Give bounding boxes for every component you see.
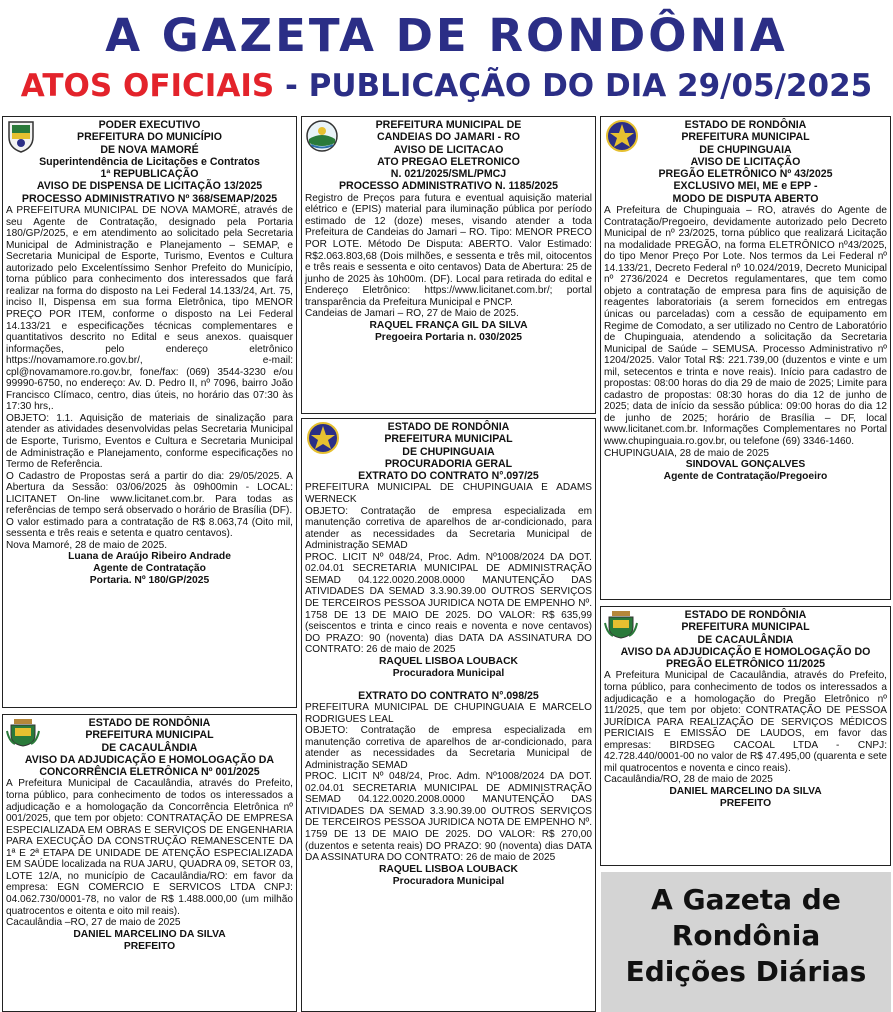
date-line: Candeias de Jamari – RO, 27 de Maio de 2025. [305, 308, 519, 320]
date-line: Cacaulândia/RO, 28 de maio de 2025 [604, 774, 773, 786]
publication-date-label: - PUBLICAÇÃO DO DIA 29/05/2025 [274, 68, 873, 104]
notice-chupinguaia-pregao [600, 116, 891, 600]
header-line: CANDEIAS DO JAMARI - RO [376, 131, 521, 144]
paragraph: OBJETO: 1.1. Aquisição de materiais de sinalização para atender as atividades desenvolvidas pelas Secretaria Municipal de Esporte, Turismo, Eventos e Cultura e Secretaria Municipal de Administração e Planejamento, conforme especificações no Termo de Referência. [6, 412, 293, 471]
date-line: Nova Mamoré, 28 de maio de 2025. [6, 539, 168, 551]
paragraph: PREFEITURA MUNICIPAL DE CHUPINGUAIA E MARCELO RODRIGUES LEAL [305, 701, 592, 725]
header-line: Superintendência de Licitações e Contratos [39, 155, 260, 168]
contract-title: EXTRATO DO CONTRATO N°.098/25 [358, 689, 539, 702]
masthead [0, 0, 893, 112]
header-line: PREFEITURA MUNICIPAL [681, 131, 810, 144]
header-line: PROCURADORIA GERAL [384, 457, 513, 470]
signatory-role: Agente de Contratação [93, 563, 206, 575]
header-line: ESTADO DE RONDÔNIA [684, 119, 807, 131]
paragraph: OBJETO: Contratação de empresa especializada em manutenção corretiva de aparelhos de ar-condicionado, para atender as necessidades da Secretaria Municipal de Administração SEMAD [305, 505, 592, 552]
signatory-name: RAQUEL LISBOA LOUBACK [378, 655, 518, 667]
header-line: PREGÃO ELETRÔNICO 11/2025 [666, 658, 825, 671]
signatory-role: Agente de Contratação/Pregoeiro [663, 471, 828, 483]
header-line: AVISO DA ADJUDICAÇÃO E HOMOLOGAÇÃO DA [24, 753, 275, 766]
header-line: N. 021/2025/SML/PMCJ [390, 168, 507, 181]
header-line: AVISO DE LICITACAO [393, 143, 504, 156]
header-line: AVISO DE LICITAÇÃO [690, 155, 801, 168]
header-line: PROCESSO ADMINISTRATIVO N. 1185/2025 [338, 180, 558, 193]
signatory-name: DANIEL MARCELINO DA SILVA [669, 785, 822, 797]
notice-cacaulandia-pregao [600, 606, 891, 866]
header-line: CONCORRÊNCIA ELETRÔNICA Nº 001/2025 [39, 766, 260, 779]
header-line: MODO DE DISPUTA ABERTO [672, 192, 819, 205]
signatory-name: SINDOVAL GONÇALVES [685, 459, 806, 471]
header-line: DE CACAULÂNDIA [697, 633, 794, 646]
promo-line: Rondônia [671, 919, 821, 952]
notice-candeias-jamari [301, 116, 596, 414]
paragraph: OBJETO: Contratação de empresa especializada em manutenção corretiva de aparelhos de ar-condicionado, para atender as necessidades da Secretaria Municipal de Administração SEMAD [305, 725, 592, 771]
header-line: DE CACAULÂNDIA [101, 741, 198, 754]
atos-oficiais-label: ATOS OFICIAIS [20, 68, 275, 104]
header-line: ATO PREGAO ELETRONICO [377, 155, 520, 168]
paragraph: A PREFEITURA MUNICIPAL DE NOVA MAMORÉ, através de seu Agente de Contratação, designado pela Portaria 180/GP/2025, e em atendimento ao solicitado pela Secretaria Municipal de Administração e Planejamento – SEMAP, e Secretaria Municipal de Esporte, Turismo, Eventos e Cultura autorizado pelo Excelentíssimo Senhor Prefeito do Município, torna público para conhecimento dos interessados que fará realizar na forma do disposto na Lei Federal 14.133/24, Art. 75, inciso II, Dispensa em sua forma Eletrônica, tipo MENOR PREÇO POR ITEM, conforme o disposto na Lei Federal 14.133/21 e especificações técnicas complementares e quantitativos descrito no Edital e seus anexos. quaisquer informações, pelo endereço eletrônico https://novamamore.ro.gov.br/, e-mail: cpl@novamamore.ro.gov.br, fone/fax: (069) 3544-3230 e/ou 99990-6750, no endereço: Av. D. Pedro II, nº 7096, bairro João Francisco Clímaco, centro, dias úteis, no horário das 07:30 às 17:30 hrs,. [6, 205, 293, 413]
header-line: PROCESSO ADMINISTRATIVO Nº 368/SEMAP/2025 [21, 192, 278, 205]
signatory-role: Procuradora Municipal [392, 875, 505, 887]
notice-cacaulandia-concorrencia [2, 714, 297, 1012]
header-line: EXTRATO DO CONTRATO N°.097/25 [358, 470, 539, 483]
header-line: ESTADO DE RONDÔNIA [684, 609, 807, 621]
paragraph: A Prefeitura Municipal de Cacaulândia, através do Prefeito, torna público, para conhecimento de todos os interessados a adjudicação e a homologação do Pregão Eletrônico nº 11/2025, que tem por objeto: CONTRATAÇÃO DE PESSOA JURÍDICA PARA REALIZAÇÃO DE SERVIÇOS MÉDICOS PERICIAIS E EMISSÃO DE LAUDOS, em favor das empresas: BIRDSEG CACOAL LTDA - CNPJ: 42.728.440/0001-00 no valor de R$ 47.495,00 (quarenta e sete mil quatrocentos e noventa e cinco reais). [604, 670, 887, 774]
paragraph: O valor estimado para a contratação de R$ 8.063,74 (Oito mil, sessenta e três reais e setenta e quatro centavos). [6, 516, 293, 540]
signatory-name: DANIEL MARCELINO DA SILVA [73, 928, 226, 940]
header-line: PREFEITURA DO MUNICÍPIO [77, 131, 222, 144]
signatory-name: Luana de Araújo Ribeiro Andrade [68, 551, 231, 563]
signatory-name: RAQUEL FRANÇA GIL DA SILVA [369, 319, 528, 331]
header-line: PREFEITURA MUNICIPAL [384, 433, 513, 446]
header-line: AVISO DA ADJUDICAÇÃO E HOMOLOGAÇÃO DO [620, 645, 871, 658]
signatory-role: PREFEITO [123, 940, 176, 952]
paragraph: O Cadastro de Propostas será a partir do dia: 29/05/2025. A Abertura da Sessão: 03/06/2025 às 09h00min - LOCAL: LICITANET On-line www.licitanet.com.br. Para todas as referências de tempo será observado o horário de Brasília (DF). [6, 470, 293, 517]
notice-chupinguaia-contratos [301, 418, 596, 1012]
newspaper-title: A GAZETA DE RONDÔNIA [105, 9, 788, 62]
gazeta-promo-box [601, 872, 891, 1012]
promo-line: Edições Diárias [625, 955, 867, 988]
date-line: CHUPINGUAIA, 28 de maio de 2025 [604, 447, 769, 459]
date-line: Cacaulândia –RO, 27 de maio de 2025 [6, 917, 181, 929]
header-line: PREFEITURA MUNICIPAL [681, 621, 810, 634]
header-line: AVISO DE DISPENSA DE LICITAÇÃO 13/2025 [36, 180, 263, 193]
header-line: PREGÃO ELETRÔNICO Nº 43/2025 [658, 168, 833, 181]
paragraph: PROC. LICIT Nº 048/24, Proc. Adm. Nº1008/2024 DA DOT. 02.04.01 SECRETARIA MUNICIPAL DE ADMINISTRAÇÃO SEMAD 04.122.0020.2008.0000 MANUTENÇÃO DAS ATIVIDADES DA SEMAD 3.3.90.39.00 OUTROS SERVIÇOS DE TERCEIROS PESSOA JURIDICA NOTA DE EMPENHO Nº. 1759 DE 13 DE MAIO DE 2025. DO VALOR: R$ 270,00 (duzentos e setenta reais) DO PRAZO: 90 (noventa) dias DATA DA ASSINATURA DO CONTRATO: 26 de maio de 2025 [305, 771, 592, 864]
paragraph: PREFEITURA MUNICIPAL DE CHUPINGUAIA E ADAMS WERNECK [305, 482, 592, 506]
paragraph: PROC. LICIT Nº 048/24, Proc. Adm. Nº1008/2024 DA DOT. 02.04.01 SECRETARIA MUNICIPAL DE ADMINISTRAÇÃO SEMAD 04.122.0020.2008.0000 MANUTENÇÃO DAS ATIVIDADES DA SEMAD 3.3.90.39.00 OUTROS SERVIÇOS DE TERCEIROS PESSOA JURIDICA NOTA DE EMPENHO Nº. 1758 DE 13 DE MAIO DE 2025. DO VALOR: R$ 635,99 (seiscentos e trinta e cinco reais e noventa e nove centavos) DO PRAZO: 90 (noventa) dias DATA DA ASSINATURA DO CONTRATO: 26 de maio de 2025 [305, 551, 592, 656]
signatory-role: PREFEITO [719, 797, 772, 809]
header-line: ESTADO DE RONDÔNIA [88, 717, 211, 729]
header-line: PREFEITURA MUNICIPAL DE [375, 119, 522, 131]
publication-subtitle [0, 66, 893, 106]
header-line: DE NOVA MAMORÉ [100, 143, 199, 156]
header-line: ESTADO DE RONDÔNIA [387, 421, 510, 433]
signatory-role: Procuradora Municipal [392, 667, 505, 679]
paragraph: A Prefeitura Municipal de Cacaulândia, através do Prefeito, torna público, para conhecimento de todos os interessados a adjudicação e a homologação da Concorrência Eletrônica nº 001/2025, que tem por objeto: CONTRATAÇÃO DE EMPRESA ESPECIALIZADA EM OBRAS E SERVIÇOS DE ENGENHARIA PARA EXECUÇÃO DA CONSTRUÇÃO REMANESCENTE DA 1ª E 2ª ETAPA DE UNIDADE DE ATENÇÃO ESPECIALIZADA EM SAÚDE localizada na RUA JARU, QUADRA 09, SETOR 03, LOTE 12/A, no município de Cacaulândia/RO: em favor da empresa: EGN COMERCIO E SERVICOS LTDA CNPJ: 04.062.730/0001-78, no valor de R$ 1.488.000,00 (um milhão quatrocentos e oitenta e oito mil reais). [6, 778, 293, 917]
notice-nova-mamore [2, 116, 297, 708]
header-line: PODER EXECUTIVO [98, 119, 201, 131]
header-line: EXCLUSIVO MEI, ME e EPP - [673, 180, 818, 193]
signatory-role: Pregoeira Portaria n. 030/2025 [374, 331, 523, 343]
paragraph: Registro de Preços para futura e eventual aquisição material elétrico e (EPIS) material para iluminação pública por período estimado de 12 (doze) meses, visando atender a toda Prefeitura de Candeias do Jamari – RO. Tipo: MENOR PRECO POR LOTE. Método De Disputa: ABERTO. Valor Estimado: R$2.063.803,68 (Dois milhões, e sessenta e três mil, oitocentos e três reais e sessenta e oito centavos) Data de Abertura: 25 de junho de 2025 às 10h00m. (DF). Local para retirada do edital e Endereço Eletrônico: https://www.licitanet.com.br/; portal transparência da Prefeitura Municipal e PNCP. [305, 192, 592, 308]
paragraph: A Prefeitura de Chupinguaia – RO, através do Agente de Contratação/Pregoeiro, devidamente autorizado pelo Decreto Municipal de nº 23/2025, torna público que realizará Licitação na modalidade PREGÃO, na forma ELETRÔNICO nº43/2025, do tipo Menor Preço Por Lote. Nos termos da Lei Federal nº 14.133/21, Decreto Federal nº 10.024/2019, Decreto Municipal nº 2736/2024 e Decretos regulamentares, que tem como objeto a contratação de empresa para fins de aquisição de reagentes laboratoriais (a serem fornecidos em entregas únicas ou parceladas) com a cessão de equipamento em Regime de Comodato, a ser utilizado no Centro de Laboratório de Chupinguaia, atendendo a solicitação da Secretaria Municipal de Saúde – SEMUSA. Processo Administrativo nº 1204/2025. Valor Total R$: 221.739,00 (duzentos e vinte e um mil, setecentos e trinta e nove reais). Início para cadastro de propostas: 08:00 horas do dia 29 de maio de 2025; Limite para cadastro de propostas: 08:30 horas do dia 12 de junho de 2025; data de início da sessão pública: 09:00 horas do dia 12 de junho de 2025; horário de Brasília – DF, local www.licitanet.com.br. Informações Complementares no Portal www.chupinguaia.ro.gov.br, ou telefone (69) 3346-1460. [604, 205, 887, 448]
signatory-name: RAQUEL LISBOA LOUBACK [378, 863, 518, 875]
header-line: DE CHUPINGUAIA [402, 445, 495, 458]
signatory-portaria: Portaria. Nº 180/GP/2025 [89, 575, 210, 587]
promo-line: A Gazeta de [651, 883, 841, 916]
header-line: 1ª REPUBLICAÇÃO [100, 168, 199, 181]
header-line: DE CHUPINGUAIA [699, 143, 792, 156]
header-line: PREFEITURA MUNICIPAL [85, 729, 214, 742]
